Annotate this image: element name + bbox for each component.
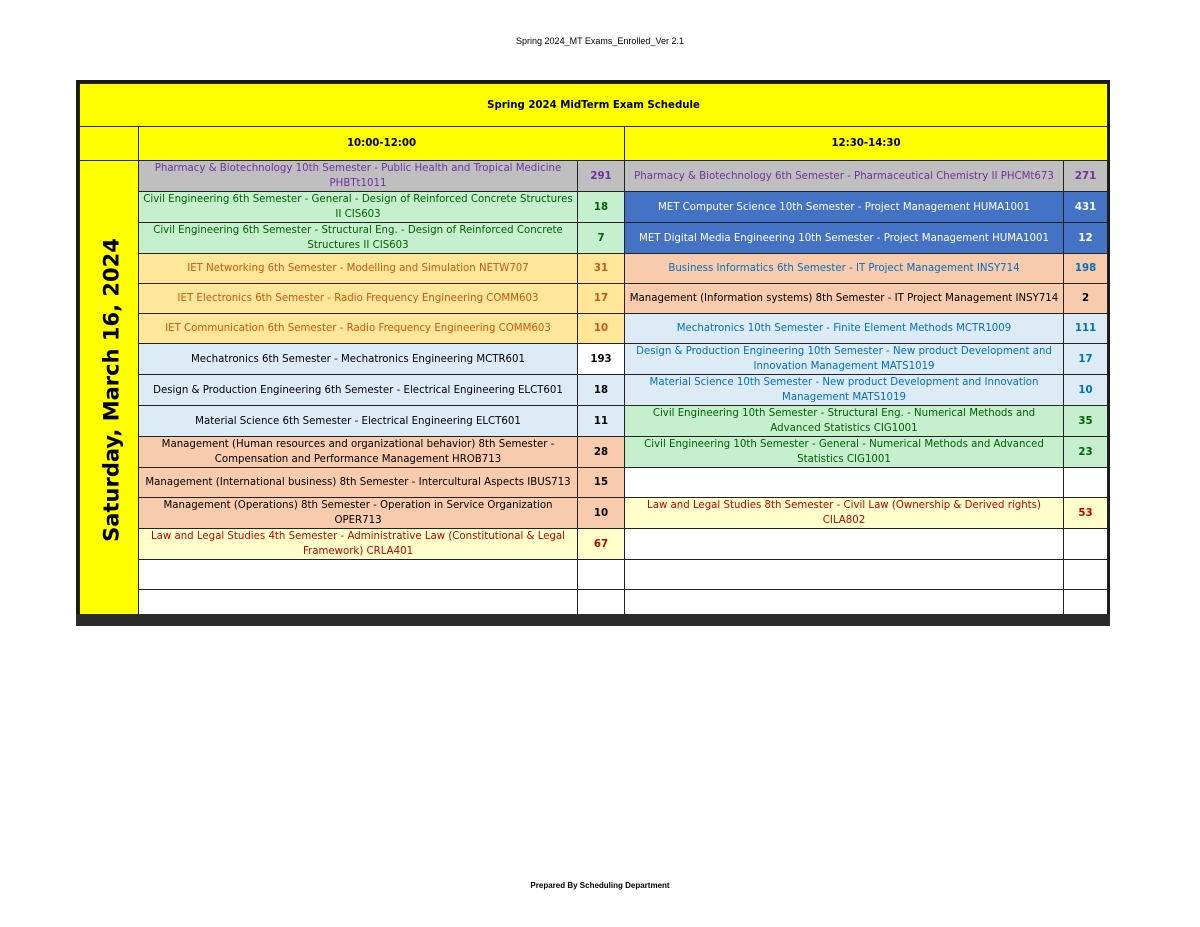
slot2-course: Material Science 10th Semester - New product Development and Innovation Management MATS1019: [625, 375, 1064, 406]
slot1-enrolled: 7: [578, 223, 625, 254]
slot1-enrolled: 15: [578, 468, 625, 498]
slot1-enrolled: [578, 560, 625, 590]
slot2-enrolled: 431: [1064, 192, 1108, 223]
slot1-course: Material Science 6th Semester - Electrical Engineering ELCT601: [139, 406, 578, 437]
slot2-enrolled: 198: [1064, 254, 1108, 284]
slot2-course: Law and Legal Studies 8th Semester - Civil Law (Ownership & Derived rights) CILA802: [625, 498, 1064, 529]
slot1-enrolled: 11: [578, 406, 625, 437]
slot1-enrolled: 18: [578, 375, 625, 406]
exam-date: [80, 161, 139, 620]
slot2-course: Civil Engineering 10th Semester - Structural Eng. - Numerical Methods and Advanced Statistics CIG1001: [625, 406, 1064, 437]
corner-cell: [80, 127, 139, 161]
slot2-enrolled: 111: [1064, 314, 1108, 344]
slot2-enrolled: [1064, 529, 1108, 560]
document-header: Spring 2024_MT Exams_Enrolled_Ver 2.1: [516, 36, 684, 46]
slot2-enrolled: 23: [1064, 437, 1108, 468]
table-bottom-bar: [76, 614, 1110, 626]
slot1-course: Civil Engineering 6th Semester - Structural Eng. - Design of Reinforced Concrete Structures II CIS603: [139, 223, 578, 254]
slot2-enrolled: 12: [1064, 223, 1108, 254]
slot1-enrolled: 291: [578, 161, 625, 192]
time-slot-2-header: 12:30-14:30: [625, 127, 1108, 161]
slot2-course: [625, 468, 1064, 498]
slot2-course: Mechatronics 10th Semester - Finite Element Methods MCTR1009: [625, 314, 1064, 344]
time-slot-1-header: 10:00-12:00: [139, 127, 625, 161]
slot1-course: Design & Production Engineering 6th Semester - Electrical Engineering ELCT601: [139, 375, 578, 406]
slot2-enrolled: [1064, 468, 1108, 498]
slot1-enrolled: 67: [578, 529, 625, 560]
slot2-enrolled: 271: [1064, 161, 1108, 192]
slot1-enrolled: 193: [578, 344, 625, 375]
slot2-course: [625, 560, 1064, 590]
slot2-enrolled: 35: [1064, 406, 1108, 437]
slot2-enrolled: 2: [1064, 284, 1108, 314]
slot1-enrolled: 31: [578, 254, 625, 284]
slot2-course: Management (Information systems) 8th Semester - IT Project Management INSY714: [625, 284, 1064, 314]
slot1-course: Management (International business) 8th Semester - Intercultural Aspects IBUS713: [139, 468, 578, 498]
slot1-enrolled: 10: [578, 314, 625, 344]
schedule-title: Spring 2024 MidTerm Exam Schedule: [80, 84, 1108, 127]
slot2-course: [625, 529, 1064, 560]
slot1-course: [139, 560, 578, 590]
document-footer: Prepared By Scheduling Department: [530, 881, 670, 890]
slot1-course: Management (Human resources and organizational behavior) 8th Semester - Compensation and Performance Management HROB713: [139, 437, 578, 468]
slot1-course: IET Electronics 6th Semester - Radio Frequency Engineering COMM603: [139, 284, 578, 314]
slot1-course: Management (Operations) 8th Semester - Operation in Service Organization OPER713: [139, 498, 578, 529]
slot2-course: Pharmacy & Biotechnology 6th Semester - Pharmaceutical Chemistry II PHCMt673: [625, 161, 1064, 192]
slot1-course: IET Communication 6th Semester - Radio Frequency Engineering COMM603: [139, 314, 578, 344]
slot2-enrolled: 53: [1064, 498, 1108, 529]
exam-schedule-table: [76, 80, 1110, 626]
slot1-enrolled: 28: [578, 437, 625, 468]
exam-date-label: Saturday, March 16, 2024: [99, 238, 124, 542]
slot2-enrolled: [1064, 560, 1108, 590]
slot1-course: Pharmacy & Biotechnology 10th Semester - Public Health and Tropical Medicine PHBTt1011: [139, 161, 578, 192]
slot1-course: Mechatronics 6th Semester - Mechatronics Engineering MCTR601: [139, 344, 578, 375]
slot2-course: Civil Engineering 10th Semester - General - Numerical Methods and Advanced Statistics CIG1001: [625, 437, 1064, 468]
slot2-course: Design & Production Engineering 10th Semester - New product Development and Innovation Management MATS1019: [625, 344, 1064, 375]
slot2-enrolled: 10: [1064, 375, 1108, 406]
slot2-enrolled: 17: [1064, 344, 1108, 375]
slot1-course: IET Networking 6th Semester - Modelling and Simulation NETW707: [139, 254, 578, 284]
slot1-course: Law and Legal Studies 4th Semester - Administrative Law (Constitutional & Legal Framework) CRLA401: [139, 529, 578, 560]
slot1-enrolled: 17: [578, 284, 625, 314]
slot2-course: Business Informatics 6th Semester - IT Project Management INSY714: [625, 254, 1064, 284]
slot2-course: MET Digital Media Engineering 10th Semester - Project Management HUMA1001: [625, 223, 1064, 254]
slot1-enrolled: 10: [578, 498, 625, 529]
slot1-enrolled: 18: [578, 192, 625, 223]
slot2-course: MET Computer Science 10th Semester - Project Management HUMA1001: [625, 192, 1064, 223]
slot1-course: Civil Engineering 6th Semester - General - Design of Reinforced Concrete Structures II CIS603: [139, 192, 578, 223]
